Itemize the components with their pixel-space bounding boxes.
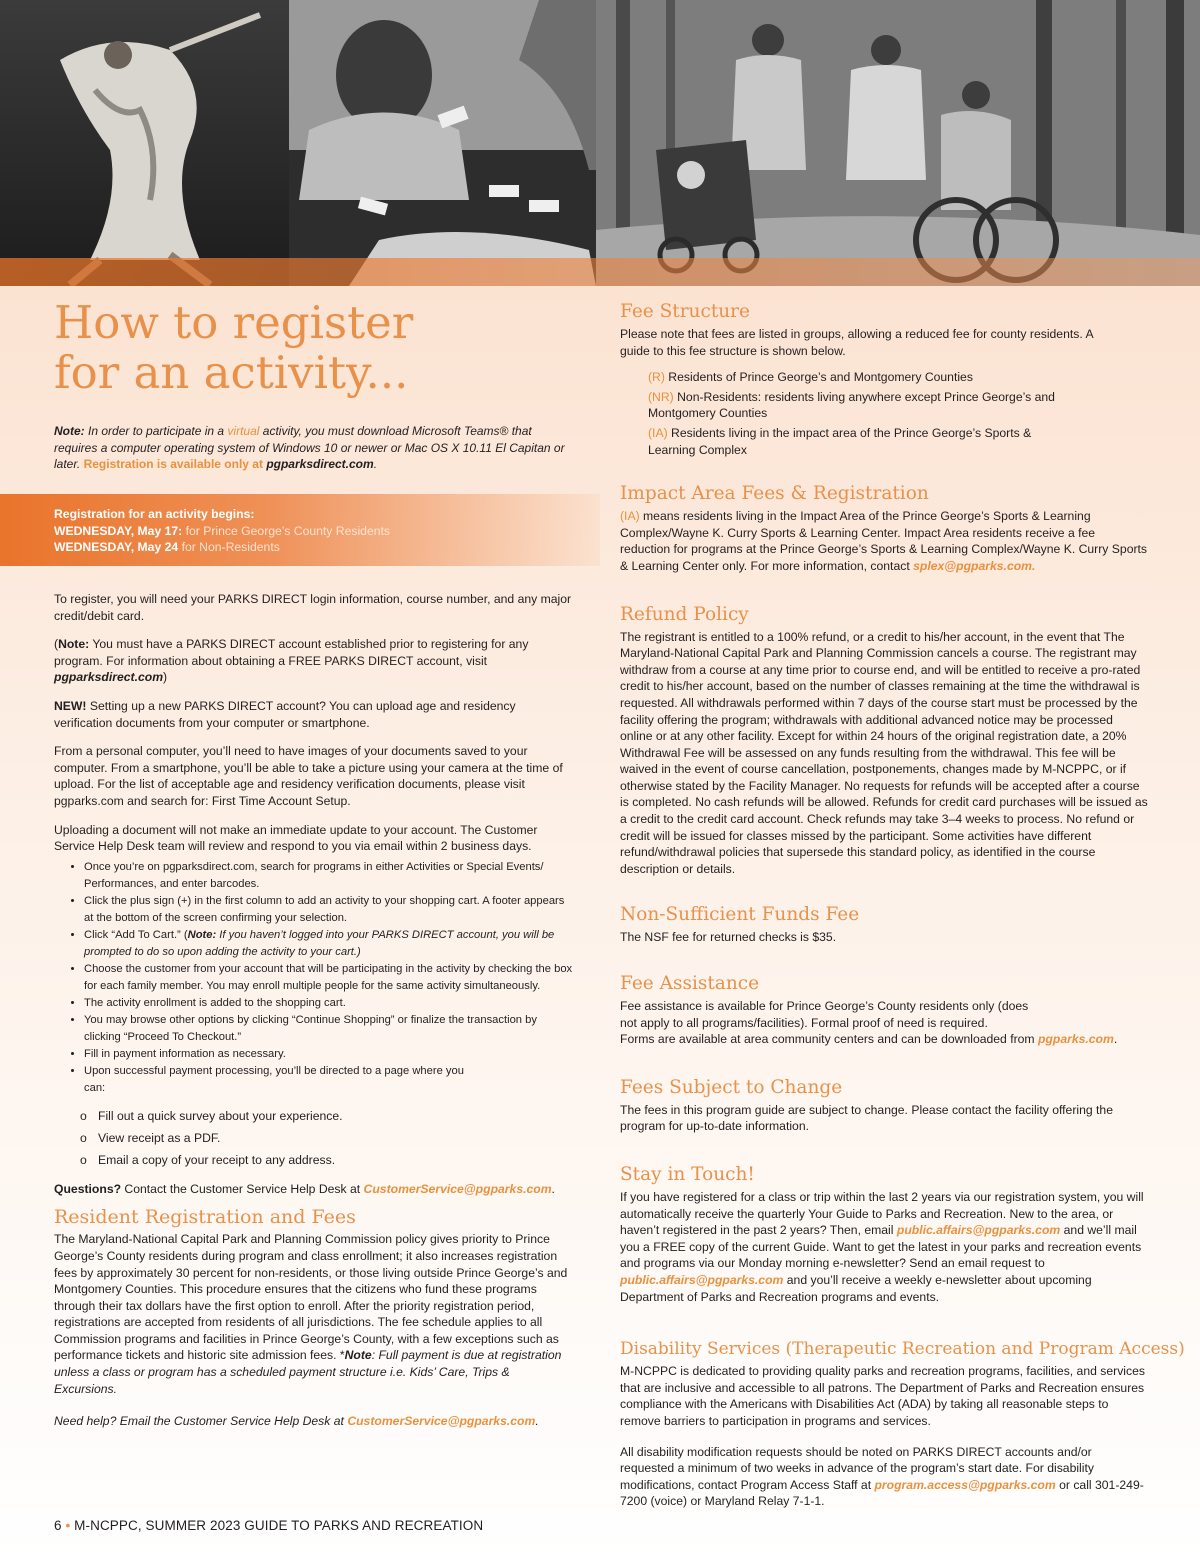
list-item: • Click “Add To Cart.” (Note: If you haven’t logged into your PARKS DIRECT account, you will be prompted to do so upon adding the activity to your cart.): [84, 927, 574, 961]
registration-only-label: Registration is available only at: [83, 457, 267, 472]
fee-structure-intro: Please note that fees are listed in groups, allowing a reduced fee for county residents. A guide to this fee structure is shown below.: [620, 327, 1093, 358]
page-footer: [54, 1518, 483, 1533]
virtual-highlight: virtual: [227, 424, 260, 438]
pgparks-link[interactable]: pgparks.com: [1037, 1032, 1114, 1047]
pgparksdirect-link[interactable]: pgparksdirect.com: [266, 457, 374, 472]
list-item: o View receipt as a PDF.: [80, 1127, 574, 1149]
registration-dates-banner: Registration for an activity begins: WEDNESDAY, May 17: for Prince George’s County Residents WEDNESDAY, May 24 for Non-Residents: [0, 494, 600, 566]
list-item: • The activity enrollment is added to the shopping cart.: [84, 995, 574, 1012]
title-line-1: How to register: [54, 296, 414, 349]
new-upload-note: NEW! Setting up a new PARKS DIRECT account? You can upload age and residency verification documents from your computer or smartphone.: [54, 698, 516, 730]
list-item: • Upon successful payment processing, you’ll be directed to a page where you can:: [84, 1063, 574, 1097]
photo-orange-overlay: [0, 258, 1200, 286]
stay-in-touch-heading: Stay in Touch!: [620, 1164, 755, 1185]
disability-services-text: M-NCPPC is dedicated to providing quality parks and recreation programs, facilities, and services that are inclusive and accessible to all patrons. The Department of Parks and Recreation ensures compliance with the Americans with Disabilities Act (ADA) by taking all reasonable steps to remove barriers to participation in programs and services.: [620, 1364, 1145, 1428]
nsf-heading: Non-Sufficient Funds Fee: [620, 904, 860, 926]
nsf-text: The NSF fee for returned checks is $35.: [620, 930, 837, 945]
help-line: Need help? Email the Customer Service Help Desk at CustomerService@pgparks.com.: [54, 1414, 539, 1429]
document-upload-info: From a personal computer, you’ll need to have images of your documents saved to your computer. From a smartphone, you’ll be able to take a picture using your camera at the time of upload. For the list of acceptable age and residency verification documents, please visit pgparks.com and search for: First Time Account Setup.: [54, 744, 563, 808]
list-item: • Once you’re on pgparksdirect.com, search for programs in either Activities or Special Events/ Performances, and enter barcodes.: [84, 859, 574, 893]
stay-in-touch-text: If you have registered for a class or trip within the last 2 years via our registration system, you will automatically receive the quarterly Your Guide to Parks and Recreation. New to the area, or haven’t registered in the past 2 years? Then, email public.affairs@pgparks.com and we’ll mail you a FREE copy of the current Guide. Want to get the latest in your parks and recreation events and programs via our Monday morning e-newsletter? Send an email request to public.affairs@pgparks.com and you’ll receive a weekly e-newsletter about upcoming Department of Parks and Recreation programs and events.: [620, 1190, 1144, 1304]
impact-area-text: (IA) means residents living in the Impact Area of the Prince George’s Sports & Learning Complex/Wayne K. Curry Sports & Learning Center. Impact Area residents receive a fee reduction for programs at the Prince George’s Sports & Learning Complex/Wayne K. Curry Sports & Learning Center only. For more information, contact splex@pgparks.com.: [620, 509, 1148, 573]
list-item: o Fill out a quick survey about your experience.: [80, 1105, 574, 1127]
resident-registration-text: The Maryland-National Capital Park and Planning Commission policy gives priority to Prince George’s County residents during program and class enrollment; it also increases registration fees by approximately 30 percent for non-residents, or those living outside Prince George’s and Montgomery Counties. This procedure ensures that the citizens who fund these programs through their tax dollars have the first option to enroll. After the priority registration period, registrations are accepted from residents of all jurisdictions. The fee schedule applies to all Commission programs and facilities in Prince George’s County, with a few exceptions such as performance tickets and historic site admission fees. *Note: Full payment is due at registration unless a class or program has a scheduled payment structure i.e. Kids’ Care, Trips & Excursions.: [54, 1232, 568, 1396]
splex-email-link[interactable]: splex@pgparks.com.: [913, 558, 1036, 573]
fees-subject-heading: Fees Subject to Change: [620, 1076, 843, 1098]
impact-area-heading: Impact Area Fees & Registration: [620, 483, 929, 505]
customer-service-email-link[interactable]: CustomerService@pgparks.com: [363, 1181, 552, 1196]
footer-title: M-NCPPC, SUMMER 2023 GUIDE TO PARKS AND RECREATION: [74, 1518, 484, 1533]
resident-date: WEDNESDAY, May 17:: [54, 523, 183, 538]
list-item: • Fill in payment information as necessary.: [84, 1046, 574, 1063]
fee-structure-heading: Fee Structure: [620, 301, 750, 322]
public-affairs-email-link-2[interactable]: public.affairs@pgparks.com: [620, 1272, 784, 1287]
disability-services-heading: Disability Services (Therapeutic Recreation and Program Access): [620, 1339, 1185, 1360]
public-affairs-email-link[interactable]: public.affairs@pgparks.com: [896, 1223, 1061, 1238]
questions-line: Questions? Contact the Customer Service Help Desk at CustomerService@pgparks.com.: [54, 1181, 555, 1196]
page-title: [54, 298, 413, 398]
register-requirements: To register, you will need your PARKS DIRECT login information, course number, and any major credit/debit card.: [54, 592, 572, 623]
list-item: o Email a copy of your receipt to any address.: [80, 1149, 574, 1171]
registration-steps: [54, 859, 574, 1097]
banner-heading: Registration for an activity begins:: [54, 507, 255, 521]
note-label: Note:: [54, 424, 85, 438]
fee-code-list: [648, 369, 1148, 458]
list-item: • Choose the customer from your account that will be participating in the activity by checking the box for each family member. You may enroll multiple people for the same activity simultaneously.: [84, 961, 574, 995]
fee-code-ia: (IA) Residents living in the impact area of the Prince George’s Sports & Learning Complex: [648, 425, 1032, 457]
list-item: • Click the plus sign (+) in the first column to add an activity to your shopping cart. A footer appears at the bottom of the screen confirming your selection.: [84, 893, 574, 927]
account-note: (Note: You must have a PARKS DIRECT account established prior to registering for any program. For information about obtaining a FREE PARKS DIRECT account, visit pgparksdirect.com): [54, 637, 529, 685]
disability-request-text: All disability modification requests should be noted on PARKS DIRECT accounts and/or requested a minimum of two weeks in advance of the program’s start date. For disability modifications, contact Program Access Staff at program.access@pgparks.com or call 301-249-7200 (voice) or Maryland Relay 7-1-1.: [620, 1444, 1144, 1509]
post-payment-options: [54, 1105, 574, 1171]
upload-review-info: Uploading a document will not make an immediate update to your account. The Customer Service Help Desk team will review and respond to you via email within 2 business days.: [54, 822, 538, 854]
pgparksdirect-link-2[interactable]: pgparksdirect.com: [54, 670, 164, 685]
header-photo-band: [0, 0, 1200, 286]
resident-registration-heading: Resident Registration and Fees: [54, 1206, 356, 1229]
help-email-link[interactable]: CustomerService@pgparks.com: [347, 1414, 536, 1429]
footer-bullet: •: [65, 1518, 71, 1533]
dominoes-photo: [289, 0, 596, 286]
list-item: • You may browse other options by clicking “Continue Shopping” or finalize the transaction by clicking “Proceed To Checkout.”: [84, 1012, 574, 1046]
fee-code-nr: (NR) Non-Residents: residents living anywhere except Prince George’s and Montgomery Counties: [648, 389, 1055, 421]
fees-subject-text: The fees in this program guide are subject to change. Please contact the facility offering the program for up-to-date information.: [620, 1102, 1113, 1134]
refund-policy-heading: Refund Policy: [620, 603, 749, 625]
fee-assistance-text: Fee assistance is available for Prince George’s County residents only (does not apply to all programs/facilities). Formal proof of need is required. Forms are available at area community centers and can be downloaded from pgparks.com.: [620, 999, 1118, 1047]
right-column: [620, 300, 1185, 1522]
title-line-2: for an activity...: [54, 346, 409, 399]
refund-policy-text: The registrant is entitled to a 100% refund, or a credit to his/her account, in the event that The Maryland-National Capital Park and Planning Commission cancels a course. The registrant may withdraw from a course at any time prior to course end, and will be entitled to receive a pro-rated credit to his/her account, based on the number of classes remaining at the time the withdrawal is requested. All withdrawals performed within 7 days of the course start must be processed by the facility offering the program; withdrawals with additional advanced notice may be processed online or at any other facility. Except for within 24 hours of the original registration date, a 20% Withdrawal Fee will be assessed on any funds resulting from the withdrawal. This fee will be waived in the event of course cancellation, postponements, changes made by M-NCPPC, or if otherwise stated by the Facility Manager. No requests for refunds will be accepted after a course is completed. No cash refunds will be allowed. Refunds for credit card purchases will be issued as a credit to the credit card account. Check refunds may take 3–4 weeks to process. No refund or credit will be issued for classes missed by the participant. Some activities have different refund/withdrawal policies that supersede this standard policy, as identified in the course description or details.: [620, 629, 1148, 876]
nonresident-date: WEDNESDAY, May 24: [54, 540, 179, 555]
forest-walk-photo: [596, 0, 1200, 286]
fee-assistance-heading: Fee Assistance: [620, 973, 760, 995]
page-number: 6: [54, 1518, 62, 1533]
fee-code-r: (R) Residents of Prince George’s and Montgomery Counties: [648, 370, 973, 385]
left-column: [54, 591, 574, 1442]
dancer-photo: [0, 0, 289, 286]
virtual-activity-note: Note: In order to participate in a virtual activity, you must download Microsoft Teams® that requires a computer operating system of Windows 10 or newer or Mac OS X 10.11 El Capitan or later. Registration is available only at pgparksdirect.com.: [54, 424, 565, 472]
program-access-email-link[interactable]: program.access@pgparks.com: [874, 1477, 1056, 1492]
